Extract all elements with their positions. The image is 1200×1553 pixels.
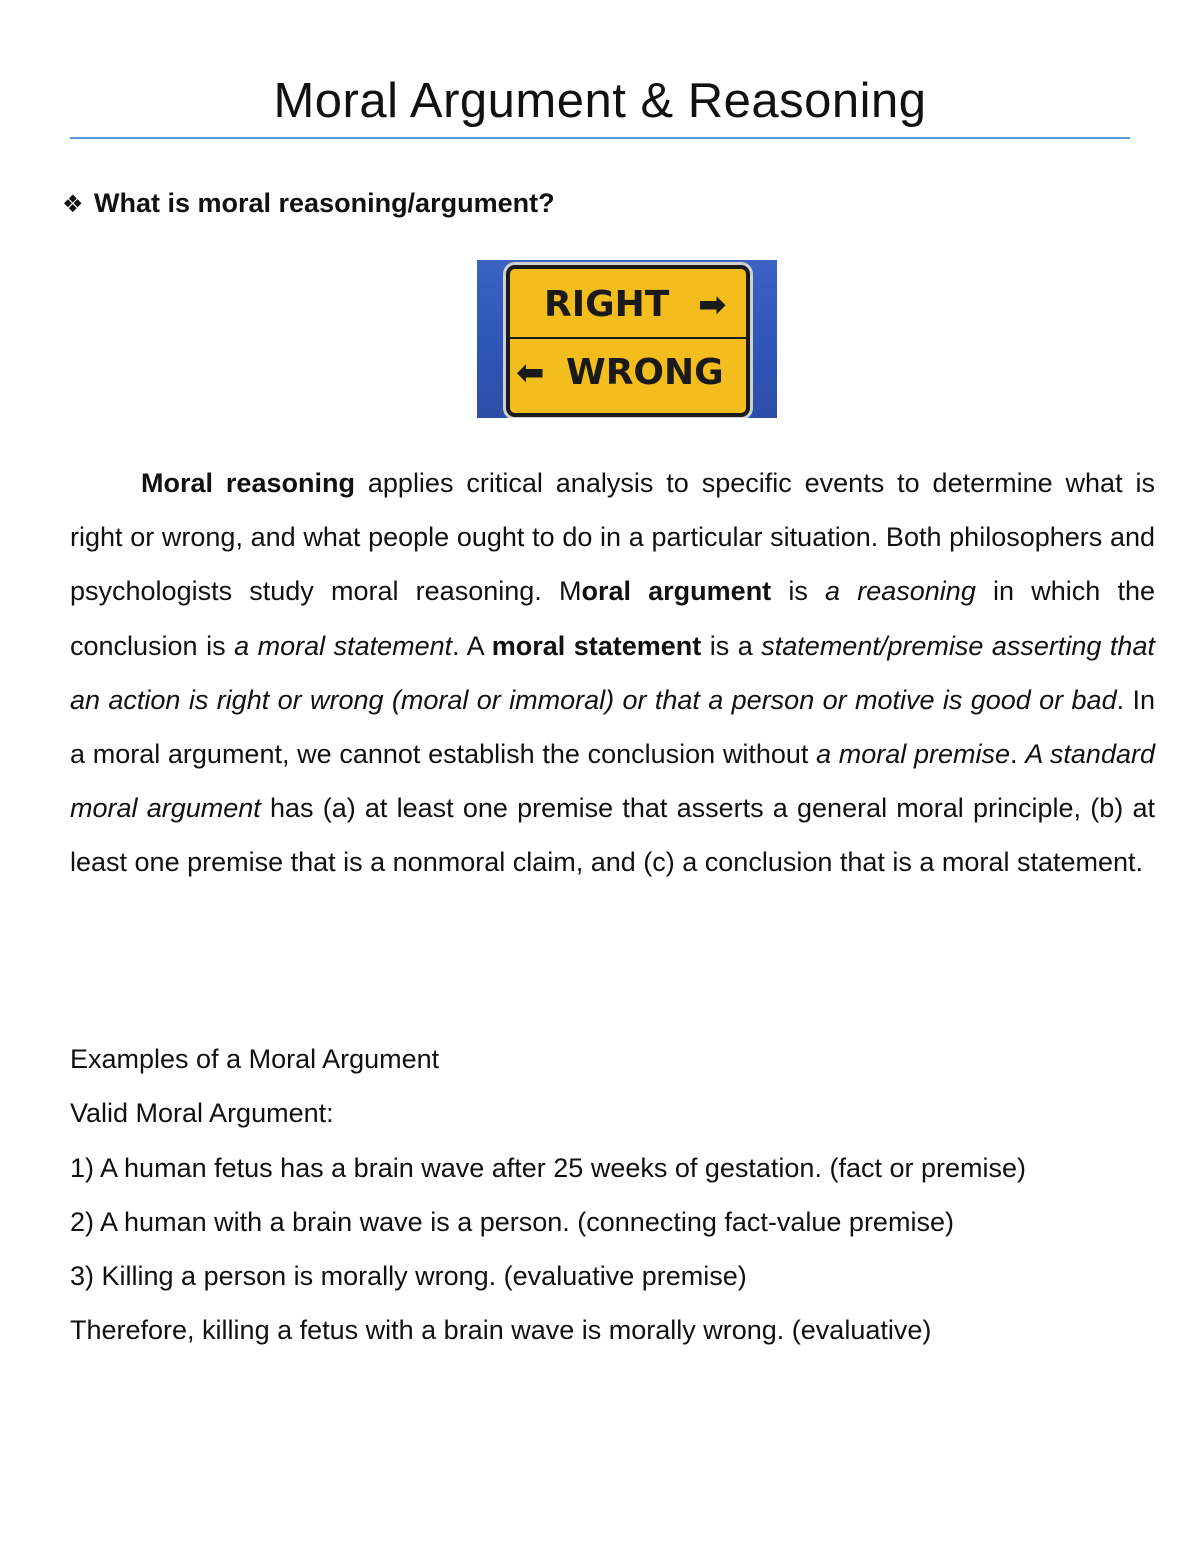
- sign-wrong-label: WRONG: [566, 352, 724, 393]
- examples-section: [70, 1032, 1155, 1358]
- paragraph-text: . In a moral argument, we cannot establish the conclusion without: [70, 684, 1155, 770]
- emphasis-text: a moral statement: [234, 630, 453, 661]
- paragraph-text: . A: [452, 630, 492, 661]
- argument-conclusion: Therefore, killing a fetus with a brain wave is morally wrong. (evaluative): [70, 1315, 932, 1346]
- title-underline: [70, 137, 1130, 139]
- premise-item: 2) A human with a brain wave is a person. (connecting fact-value premise): [70, 1206, 954, 1237]
- body-paragraph: [70, 456, 1155, 890]
- paragraph-text: is a: [701, 630, 762, 661]
- premise-item: 3) Killing a person is morally wrong. (evaluative premise): [70, 1261, 747, 1292]
- sign-right-label: RIGHT: [544, 284, 670, 325]
- paragraph-text: is: [771, 576, 826, 607]
- emphasis-text: statement/premise asserting that an action is right or wrong (moral or immoral) or that a person or motive is good or bad: [70, 630, 1155, 715]
- term-moral-reasoning: Moral reasoning: [141, 468, 355, 498]
- section-heading: [62, 184, 555, 224]
- left-arrow-icon: ⬅: [516, 353, 545, 393]
- section-heading-text: What is moral reasoning/argument?: [94, 188, 555, 218]
- sign-board: [506, 265, 750, 417]
- term-moral-argument: oral argument: [581, 576, 772, 607]
- emphasis-text: a reasoning: [825, 576, 976, 607]
- paragraph-text: applies critical analysis to specific events to determine what is right or wrong, and what people ought to do in a particular situation. Both philosophers and psychologists study moral reasoning. M: [70, 468, 1155, 607]
- premise-item: 1) A human fetus has a brain wave after 25 weeks of gestation. (fact or premise): [70, 1152, 1026, 1183]
- term-moral-statement: moral statement: [491, 630, 702, 661]
- diamond-bullet-icon: ❖: [62, 191, 84, 218]
- document-title: Moral Argument & Reasoning: [273, 74, 927, 128]
- examples-heading: Examples of a Moral Argument: [70, 1044, 440, 1074]
- right-arrow-icon: ➡: [698, 285, 727, 325]
- emphasis-text: a moral premise: [816, 739, 1011, 770]
- paragraph-text: .: [1010, 739, 1026, 770]
- emphasis-text: A standard moral argument: [70, 739, 1155, 824]
- sign-divider: [510, 337, 746, 339]
- paragraph-text: in which the conclusion is: [70, 576, 1155, 661]
- right-wrong-sign-image: [477, 260, 777, 418]
- paragraph-text: has (a) at least one premise that asserts a general moral principle, (b) at least one premise that is a nonmoral claim, and (c) a conclusion that is a moral statement.: [70, 793, 1155, 878]
- valid-argument-label: Valid Moral Argument:: [70, 1098, 334, 1129]
